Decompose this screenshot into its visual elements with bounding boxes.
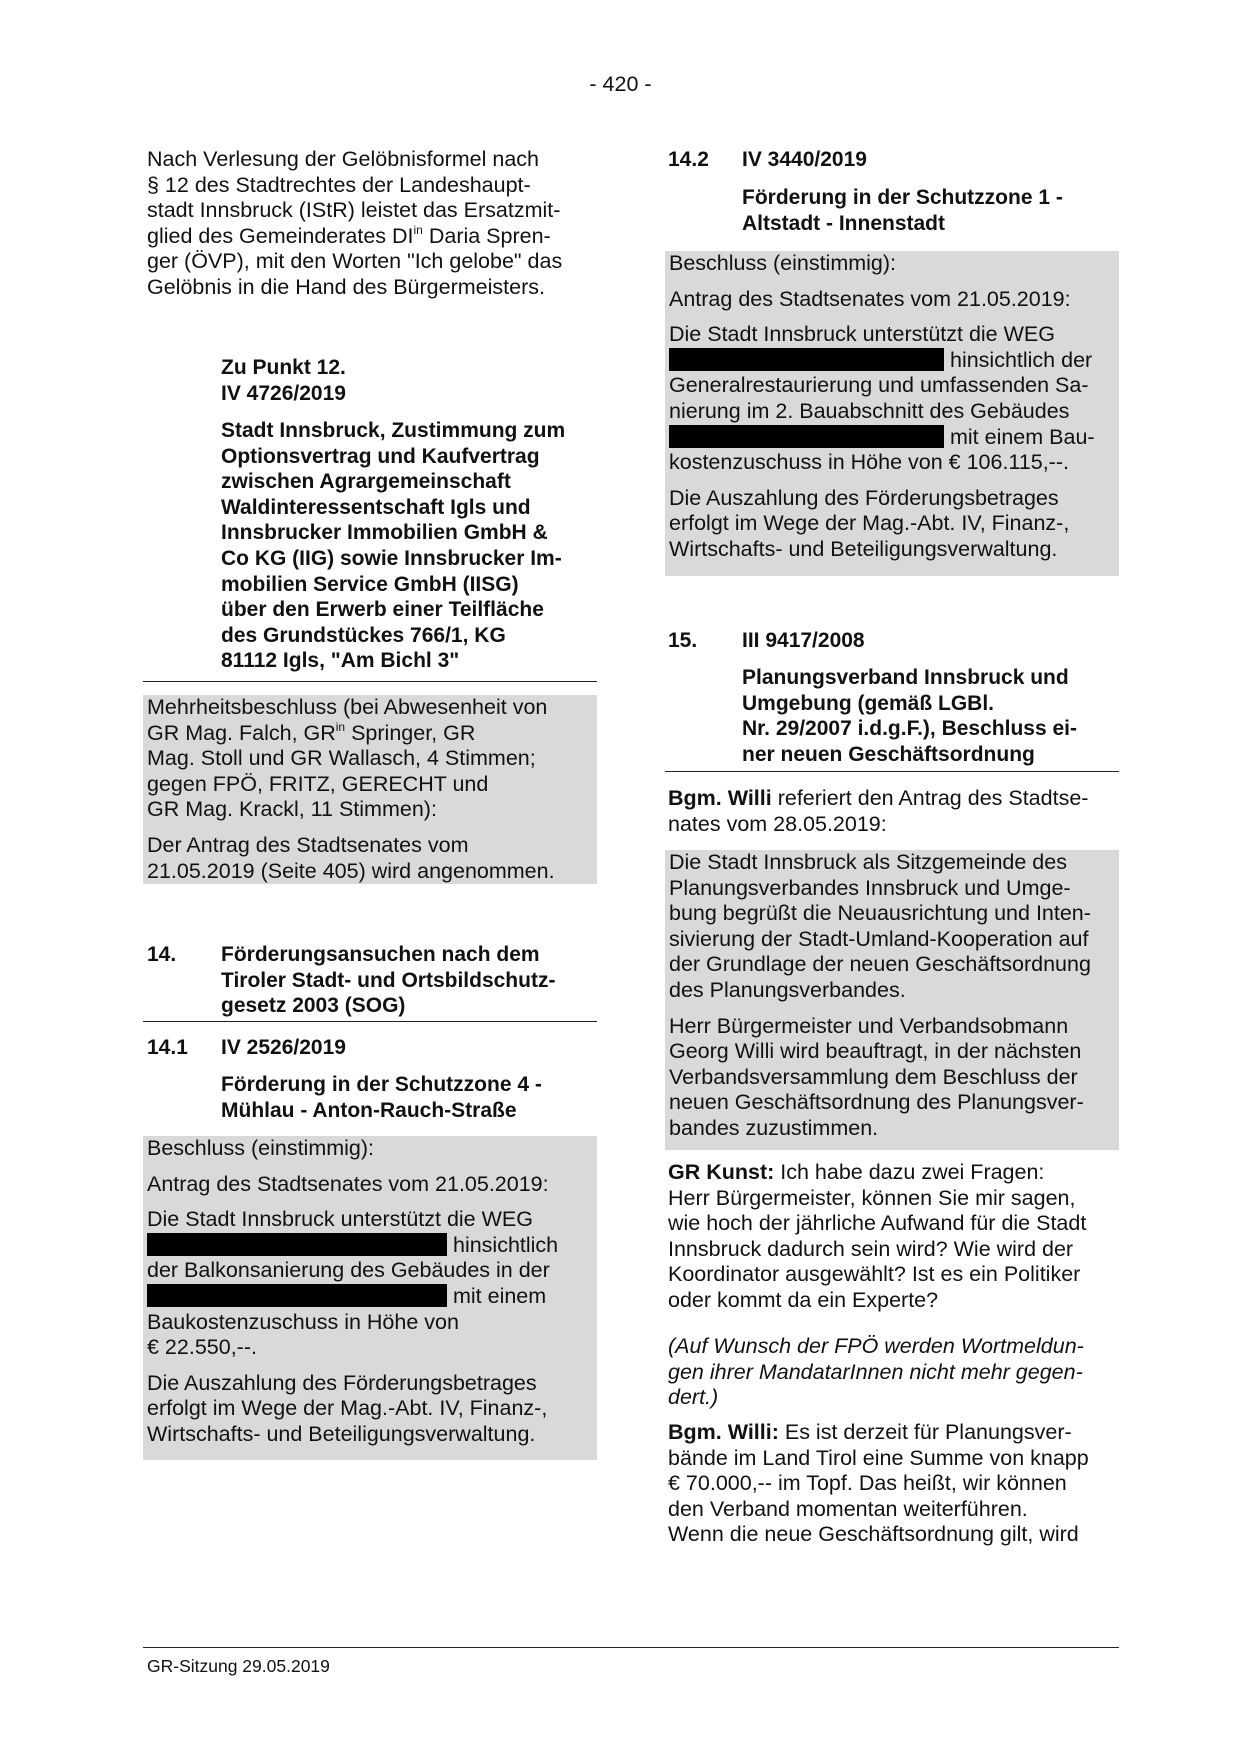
text-line: gegen FPÖ, FRITZ, GERECHT und bbox=[147, 771, 489, 796]
text-line: Mag. Stoll und GR Wallasch, 4 Stimmen; bbox=[147, 746, 536, 771]
item14-2-title bbox=[742, 185, 1122, 236]
text-line: stadt Innsbruck (IStR) leistet das Ersatzmit- bbox=[147, 198, 561, 223]
text-line: den Verband momentan weiterführen. bbox=[668, 1496, 1028, 1521]
text-line: des Planungsverbandes. bbox=[669, 977, 906, 1002]
title-line: Co KG (IIG) sowie Innsbrucker Im- bbox=[221, 546, 562, 570]
title-line: Optionsvertrag und Kaufvertrag bbox=[221, 444, 540, 468]
text-line: Die Stadt Innsbruck unterstützt die WEG bbox=[669, 322, 1055, 347]
text-line: der Grundlage der neuen Geschäftsordnung bbox=[669, 952, 1091, 977]
text-fragment: mit einem Bau- bbox=[949, 424, 1095, 449]
text-line: € 22.550,--. bbox=[147, 1335, 257, 1360]
item15-title bbox=[742, 665, 1122, 767]
title-line: 81112 Igls, "Am Bichl 3" bbox=[221, 649, 460, 673]
text-line: Gelöbnis in die Hand des Bürgermeisters. bbox=[147, 274, 545, 299]
redaction-bar bbox=[147, 1233, 447, 1256]
title-line: ner neuen Geschäftsordnung bbox=[742, 742, 1035, 766]
text-line: Die Stadt Innsbruck unterstützt die WEG bbox=[147, 1207, 533, 1232]
item14-title bbox=[221, 942, 601, 1019]
title-line: Waldinteressentschaft Igls und bbox=[221, 495, 531, 519]
text-line: GR Mag. Krackl, 11 Stimmen): bbox=[147, 797, 437, 822]
text-line: Herr Bürgermeister, können Sie mir sagen, bbox=[668, 1185, 1076, 1210]
item14-2-number: 14.2 bbox=[668, 148, 709, 171]
text-line: bandes zuzustimmen. bbox=[669, 1115, 879, 1140]
text-line: sivierung der Stadt-Umland-Kooperation auf bbox=[669, 926, 1089, 951]
item12-title bbox=[221, 418, 611, 674]
text-line: (Auf Wunsch der FPÖ werden Wortmeldun- bbox=[668, 1334, 1084, 1358]
text-line: nates vom 28.05.2019: bbox=[668, 811, 887, 836]
text-line: Baukostenzuschuss in Höhe von bbox=[147, 1309, 459, 1334]
text-line: Mehrheitsbeschluss (bei Abwesenheit von bbox=[147, 695, 548, 719]
text-line: Planungsverbandes Innsbruck und Umge- bbox=[669, 875, 1071, 900]
title-line: zwischen Agrargemeinschaft bbox=[221, 470, 511, 494]
text-line: gen ihrer MandatarInnen nicht mehr gegen- bbox=[668, 1359, 1083, 1384]
title-line: Förderung in der Schutzzone 1 - bbox=[742, 186, 1063, 209]
text-line: bung begrüßt die Neuausrichtung und Inten- bbox=[669, 901, 1091, 926]
text-line: ger (ÖVP), mit den Worten "Ich gelobe" das bbox=[147, 249, 563, 274]
text-line: oder kommt da ein Experte? bbox=[668, 1287, 939, 1312]
title-line: Förderung in der Schutzzone 4 - bbox=[221, 1073, 542, 1096]
speaker-name: GR Kunst: bbox=[668, 1160, 775, 1184]
title-line: Tiroler Stadt- und Ortsbildschutz- bbox=[221, 968, 556, 992]
item14-number: 14. bbox=[147, 943, 177, 966]
speaker2-paragraph bbox=[668, 1160, 1118, 1314]
text-line bbox=[147, 1284, 597, 1310]
intro-paragraph bbox=[147, 147, 587, 301]
text-line: Georg Willi wird beauftragt, in der nächsten bbox=[669, 1039, 1082, 1064]
text-fragment: mit einem bbox=[452, 1283, 547, 1308]
text-line: kostenzuschuss in Höhe von € 106.115,--. bbox=[669, 450, 1069, 475]
item12-ref: IV 4726/2019 bbox=[221, 381, 346, 405]
text-fragment: glied des Gemeinderates DI bbox=[147, 223, 414, 248]
payout-paragraph bbox=[147, 1371, 597, 1448]
text-line: nierung im 2. Bauabschnitt des Gebäudes bbox=[669, 398, 1070, 423]
page-number: - 420 - bbox=[589, 72, 652, 96]
text-fragment: Springer, GR bbox=[345, 720, 476, 745]
title-line: Stadt Innsbruck, Zustimmung zum bbox=[221, 419, 566, 442]
text-line: der Balkonsanierung des Gebäudes in der bbox=[147, 1258, 550, 1283]
text-line: Verbandsversammlung dem Beschluss der bbox=[669, 1064, 1078, 1089]
fpo-note bbox=[668, 1334, 1118, 1411]
divider bbox=[143, 1021, 597, 1022]
item12-heading-line: Zu Punkt 12. bbox=[221, 356, 346, 379]
item14-1-number: 14.1 bbox=[147, 1036, 188, 1059]
text-fragment: Ich habe dazu zwei Fragen: bbox=[774, 1160, 1045, 1184]
title-line: Umgebung (gemäß LGBl. bbox=[742, 691, 994, 715]
item12-decision-box bbox=[143, 695, 597, 884]
title-line: Planungsverband Innsbruck und bbox=[742, 666, 1069, 689]
text-fragment: hinsichtlich bbox=[452, 1232, 559, 1257]
text-line bbox=[147, 1233, 597, 1259]
item14-2-ref: IV 3440/2019 bbox=[742, 148, 867, 171]
text-line bbox=[668, 1160, 1118, 1186]
text-line: Nach Verlesung der Gelöbnisformel nach bbox=[147, 147, 539, 171]
divider bbox=[665, 771, 1119, 772]
text-fragment: Es ist derzeit für Planungsver- bbox=[778, 1420, 1072, 1444]
text-line: Generalrestaurierung und umfassenden Sa- bbox=[669, 373, 1089, 398]
title-line: des Grundstückes 766/1, KG bbox=[221, 623, 506, 647]
text-line: dert.) bbox=[668, 1385, 719, 1410]
text-line: erfolgt im Wege der Mag.-Abt. IV, Finanz-, bbox=[147, 1396, 548, 1421]
title-line: gesetz 2003 (SOG) bbox=[221, 994, 406, 1018]
text-line: neuen Geschäftsordnung des Planungsver- bbox=[669, 1090, 1084, 1115]
motion-paragraph bbox=[669, 322, 1119, 476]
antrag-line: Antrag des Stadtsenates vom 21.05.2019: bbox=[669, 286, 1071, 311]
text-line bbox=[669, 348, 1119, 374]
beschluss-line: Beschluss (einstimmig): bbox=[147, 1136, 374, 1160]
speaker-name: Bgm. Willi: bbox=[668, 1420, 779, 1444]
footer-text: GR-Sitzung 29.05.2019 bbox=[147, 1656, 330, 1676]
motion-paragraph bbox=[669, 850, 1119, 1004]
title-line: Nr. 29/2007 i.d.g.F.), Beschluss ei- bbox=[742, 717, 1077, 741]
text-line: € 70.000,-- im Topf. Das heißt, wir können bbox=[668, 1471, 1067, 1496]
text-line bbox=[147, 721, 597, 747]
text-line: § 12 des Stadtrechtes der Landeshaupt- bbox=[147, 172, 531, 197]
text-line: Wirtschafts- und Beteiligungsverwaltung. bbox=[669, 536, 1058, 561]
item14-1-title bbox=[221, 1072, 601, 1123]
text-line bbox=[669, 425, 1119, 451]
antrag-line: Antrag des Stadtsenates vom 21.05.2019: bbox=[147, 1171, 549, 1196]
redaction-bar bbox=[669, 348, 944, 371]
text-fragment: GR Mag. Falch, GR bbox=[147, 720, 336, 745]
text-line: Der Antrag des Stadtsenates vom bbox=[147, 832, 469, 857]
text-fragment: Daria Spren- bbox=[422, 223, 551, 248]
item14-1-decision-box bbox=[143, 1136, 597, 1460]
text-line: Die Auszahlung des Förderungsbetrages bbox=[147, 1370, 537, 1395]
title-line: Mühlau - Anton-Rauch-Straße bbox=[221, 1098, 517, 1122]
title-line: Innsbrucker Immobilien GmbH & bbox=[221, 521, 548, 545]
motion-paragraph bbox=[147, 1207, 597, 1361]
text-line bbox=[147, 224, 587, 250]
text-line: Innsbruck dadurch sein wird? Wie wird der bbox=[668, 1236, 1074, 1261]
decision-paragraph bbox=[147, 695, 597, 823]
title-line: Förderungsansuchen nach dem bbox=[221, 943, 540, 966]
text-line: Wenn die neue Geschäftsordnung gilt, wird bbox=[668, 1522, 1079, 1547]
text-line: Koordinator ausgewählt? Ist es ein Politiker bbox=[668, 1262, 1081, 1287]
result-paragraph bbox=[147, 833, 597, 884]
motion-paragraph bbox=[669, 1014, 1119, 1142]
text-line: 21.05.2019 (Seite 405) wird angenommen. bbox=[147, 858, 555, 883]
item15-ref: III 9417/2008 bbox=[742, 629, 865, 652]
text-fragment: hinsichtlich der bbox=[949, 347, 1093, 372]
divider bbox=[143, 681, 597, 682]
text-line: wie hoch der jährliche Aufwand für die Stadt bbox=[668, 1211, 1087, 1236]
item12-heading bbox=[221, 355, 601, 406]
redaction-bar bbox=[669, 425, 944, 448]
text-line bbox=[668, 786, 1118, 812]
payout-paragraph bbox=[669, 486, 1119, 563]
beschluss-line: Beschluss (einstimmig): bbox=[669, 251, 896, 275]
footer-divider bbox=[143, 1647, 1119, 1648]
redaction-bar bbox=[147, 1284, 447, 1307]
item14-2-decision-box bbox=[665, 251, 1119, 576]
superscript: in bbox=[335, 719, 346, 734]
item15-motion-box bbox=[665, 850, 1119, 1150]
item15-number: 15. bbox=[668, 629, 698, 652]
text-line: bände im Land Tirol eine Summe von knapp bbox=[668, 1445, 1089, 1470]
item14-1-ref: IV 2526/2019 bbox=[221, 1036, 346, 1059]
speaker3-paragraph bbox=[668, 1420, 1118, 1548]
speaker-name: Bgm. Willi bbox=[668, 786, 772, 810]
text-line: Die Stadt Innsbruck als Sitzgemeinde des bbox=[669, 850, 1067, 874]
speaker1-paragraph bbox=[668, 786, 1118, 837]
text-line: Die Auszahlung des Förderungsbetrages bbox=[669, 485, 1059, 510]
text-fragment: referiert den Antrag des Stadtse- bbox=[771, 786, 1089, 810]
title-line: über den Erwerb einer Teilfläche bbox=[221, 598, 544, 622]
text-line: Wirtschafts- und Beteiligungsverwaltung. bbox=[147, 1421, 536, 1446]
text-line bbox=[668, 1420, 1118, 1446]
title-line: mobilien Service GmbH (IISG) bbox=[221, 572, 519, 596]
text-line: erfolgt im Wege der Mag.-Abt. IV, Finanz-, bbox=[669, 511, 1070, 536]
superscript: in bbox=[413, 222, 423, 237]
title-line: Altstadt - Innenstadt bbox=[742, 211, 945, 235]
text-line: Herr Bürgermeister und Verbandsobmann bbox=[669, 1013, 1069, 1038]
